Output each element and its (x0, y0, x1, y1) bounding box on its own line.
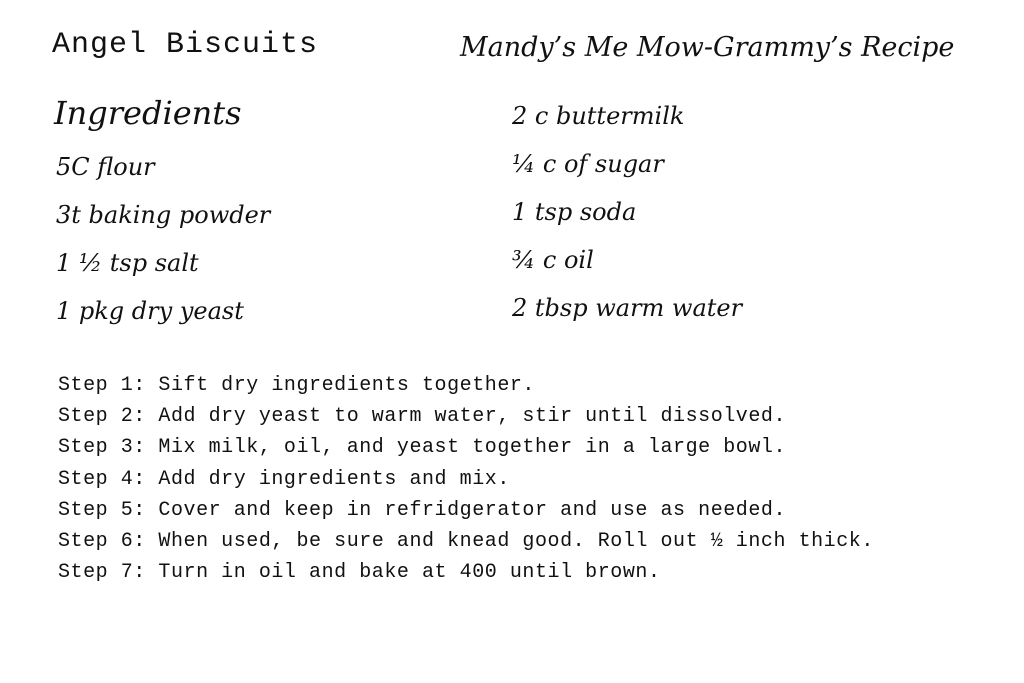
ingredient-item: 5C flour (56, 153, 155, 181)
ingredient-item: 2 c buttermilk (512, 102, 685, 130)
ingredient-item: 1 ½ tsp salt (56, 249, 199, 277)
steps-list (58, 370, 874, 588)
step-item: Step 6: When used, be sure and knead good. Roll out ½ inch thick. (58, 529, 874, 553)
ingredient-item: ¼ c of sugar (512, 150, 664, 178)
ingredient-item: 3t baking powder (56, 201, 271, 229)
recipe-title: Angel Biscuits (52, 28, 319, 62)
step-item: Step 5: Cover and keep in refridgerator and use as needed. (58, 498, 787, 522)
ingredients-list-left (56, 143, 270, 335)
step-item: Step 2: Add dry yeast to warm water, stir until dissolved. (58, 405, 787, 429)
step-item: Step 7: Turn in oil and bake at 400 until brown. (58, 561, 661, 585)
step-item: Step 1: Sift dry ingredients together. (58, 374, 535, 397)
ingredients-list-right (512, 92, 742, 332)
step-item: Step 3: Mix milk, oil, and yeast together in a large bowl. (58, 436, 787, 460)
ingredient-item: 2 tbsp warm water (512, 294, 743, 322)
ingredient-item: 1 pkg dry yeast (56, 297, 244, 325)
step-item: Step 4: Add dry ingredients and mix. (58, 467, 510, 491)
ingredient-item: ¾ c oil (512, 246, 594, 274)
ingredients-heading: Ingredients (54, 94, 242, 132)
ingredient-item: 1 tsp soda (512, 198, 637, 226)
recipe-attribution: Mandy’s Me Mow-Grammy’s Recipe (460, 32, 955, 63)
